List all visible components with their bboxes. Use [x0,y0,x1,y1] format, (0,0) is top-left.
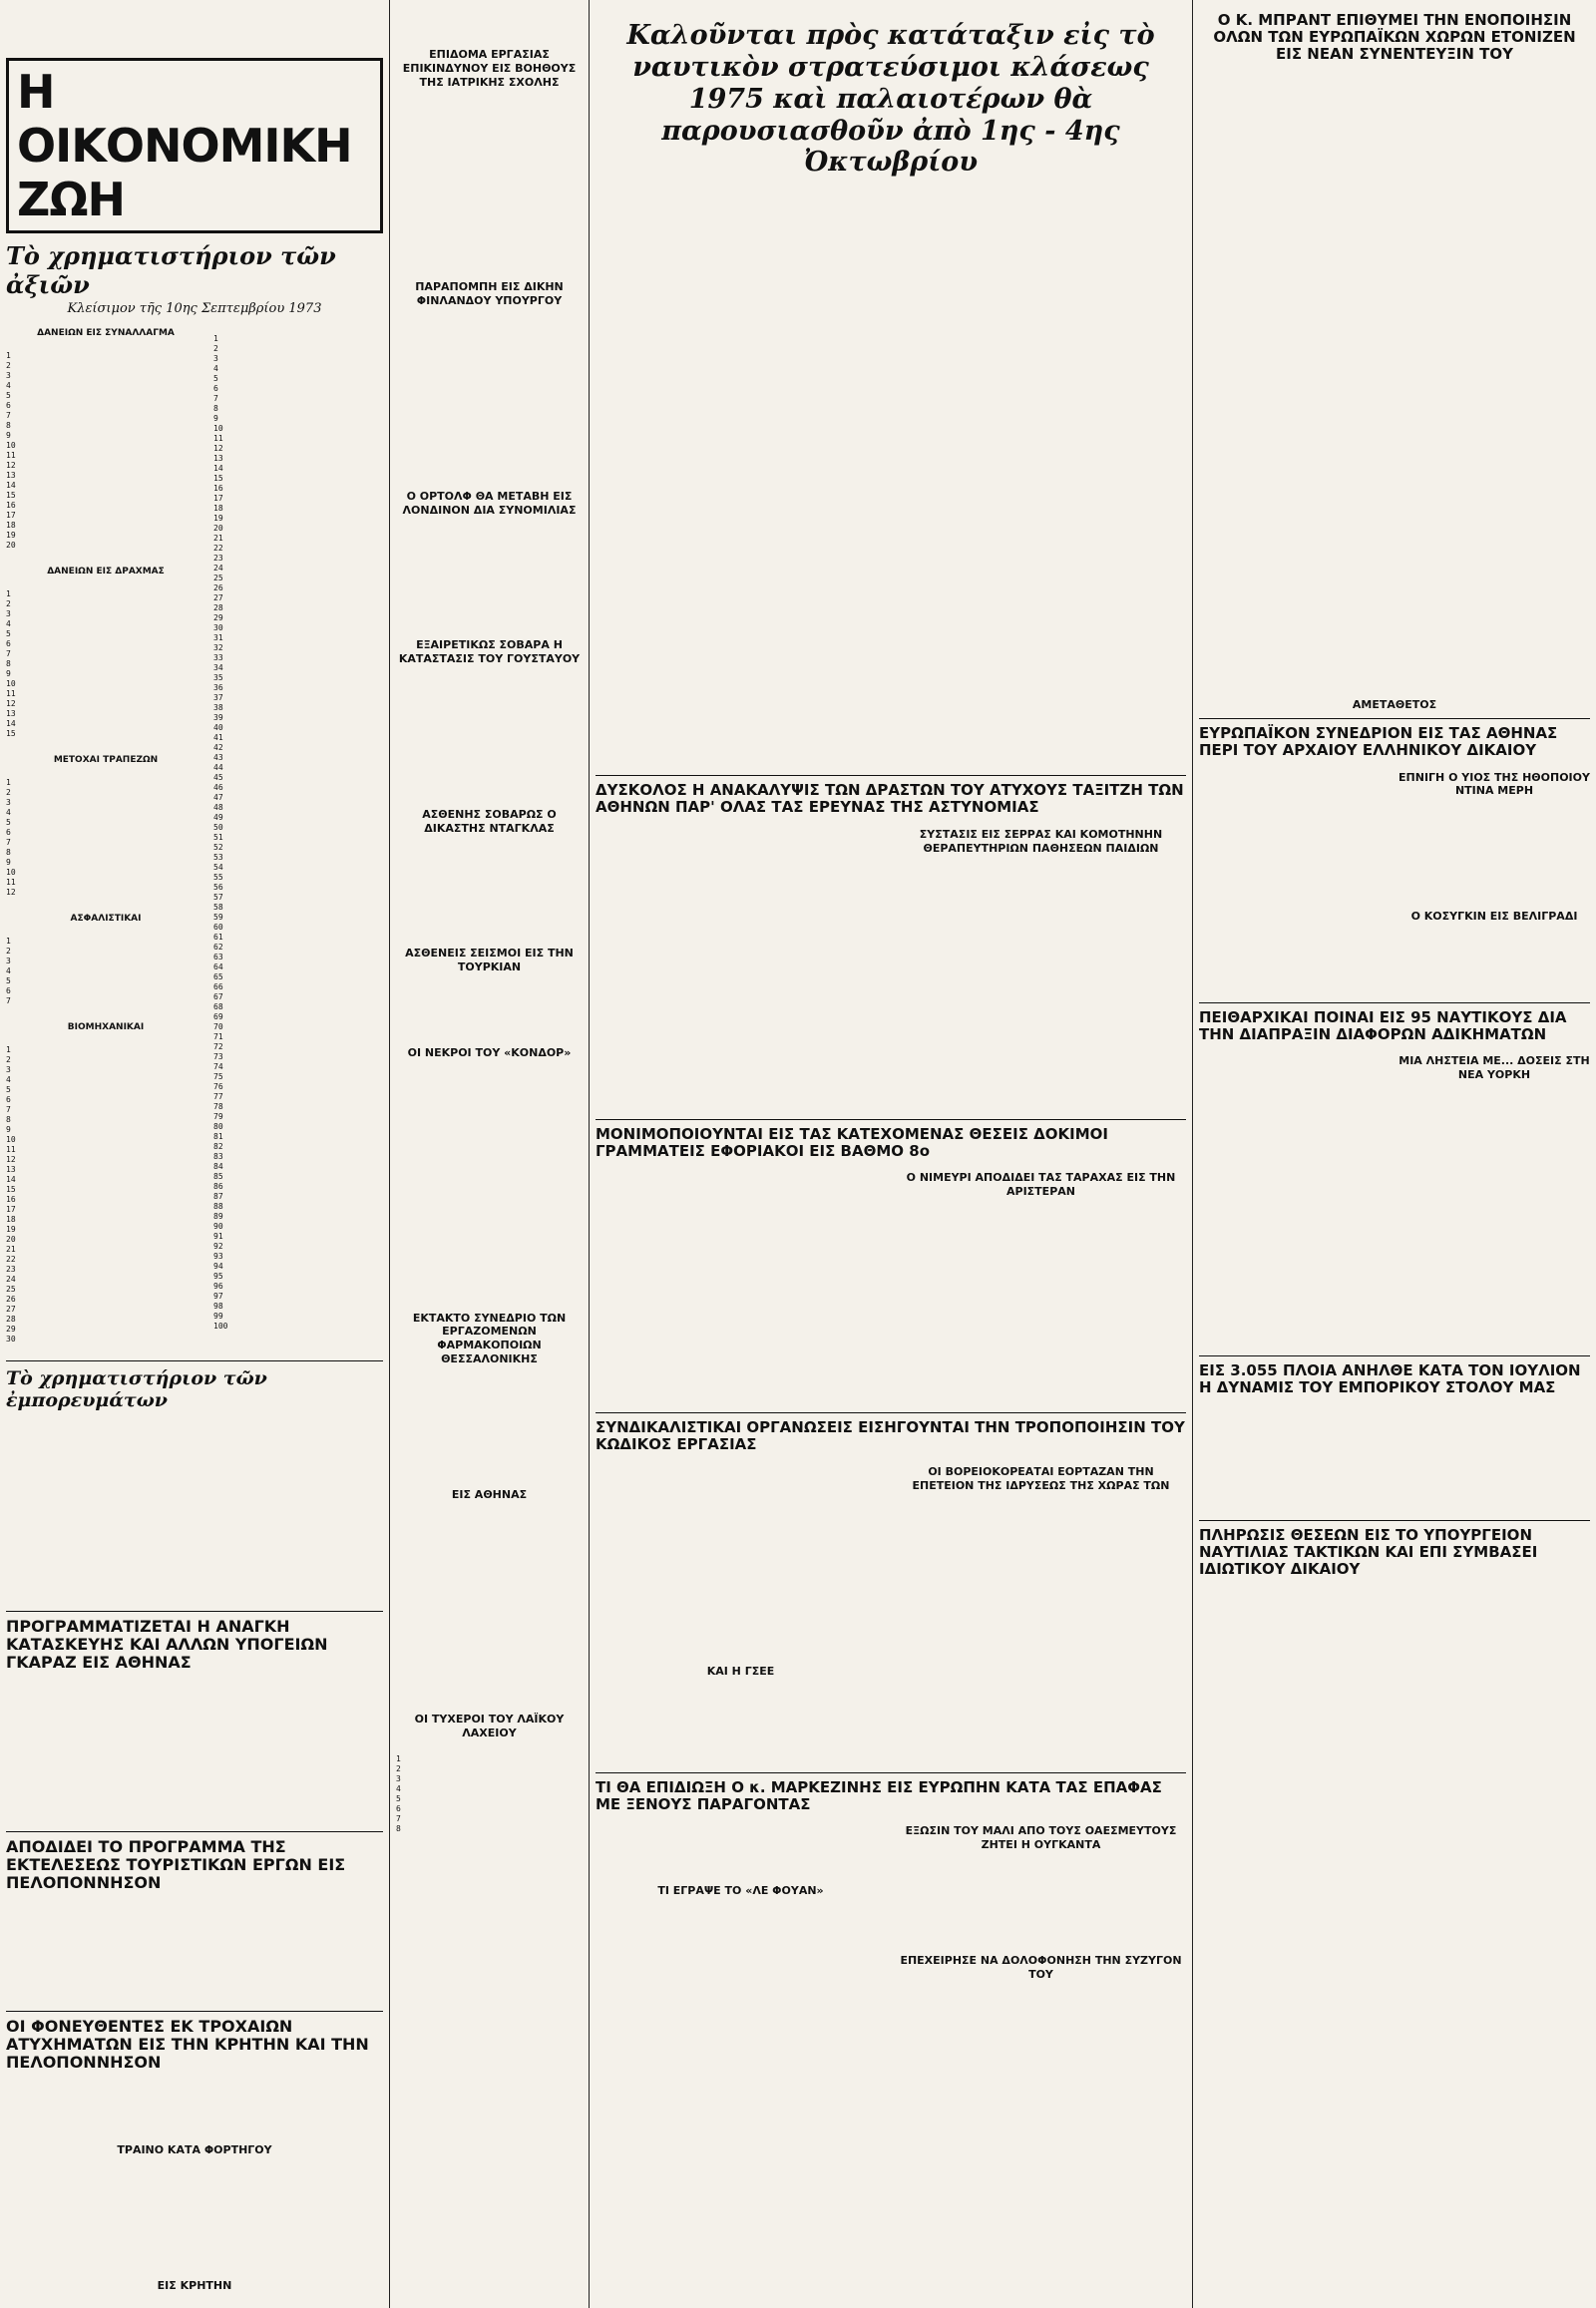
headline-gustav-condition: ΕΞΑΙΡΕΤΙΚΩΣ ΣΟΒΑΡΑ Η ΚΑΤΑΣΤΑΣΙΣ ΤΟΥ ΓΟΥΣΤΑΥΟΥ [398,638,581,665]
article-body [596,1902,886,2092]
column-economy [0,0,389,2308]
headline-judge-douglas: ΑΣΘΕΝΗΣ ΣΟΒΑΡΩΣ Ο ΔΙΚΑΣΤΗΣ ΝΤΑΓΚΛΑΣ [422,807,557,835]
headline-taxi-driver: ΔΥΣΚΟΛΟΣ Η ΑΝΑΚΑΛΥΨΙΣ ΤΩΝ ΔΡΑΣΤΩΝ ΤΟΥ ΑΤΥΧΟΥΣ ΤΑΞΙΤΖΗ ΤΩΝ ΑΘΗΝΩΝ ΠΑΡ' ΟΛΑΣ ΤΑΣ ΕΡΕΥΝΑΣ ΤΗΣ ΑΣΤΥΝΟΜΙΑΣ [596,781,1184,817]
lead-article-body [596,187,886,765]
article-body [6,2076,383,2135]
quote-table: 1 2 3 4 5 6 7 8 9 10 11 12 [6,778,16,897]
headline-traffic-deaths: ΟΙ ΦΟΝΕΥΘΕΝΤΕΣ ΕΚ ΤΡΟΧΑΙΩΝ ΑΤΥΧΗΜΑΤΩΝ ΕΙΣ ΤΗΝ ΚΡΗΤΗΝ ΚΑΙ ΤΗΝ ΠΕΛΟΠΟΝΝΗΣΟΝ [6,2017,369,2073]
quote-table: 1 2 3 4 5 6 7 8 9 10 11 12 13 14 15 16 17 18 19 20 [6,351,16,550]
headline-pharmacists-congress: ΕΚΤΑΚΤΟ ΣΥΝΕΔΡΙΟ ΤΩΝ ΕΡΓΑΖΟΜΕΝΩΝ ΦΑΡΜΑΚΟΠΟΙΩΝ ΘΕΣΣΑΛΟΝΙΚΗΣ [412,1311,567,1365]
article-body [6,2297,383,2308]
article-body [396,312,583,482]
headline-ny-robbery: ΜΙΑ ΛΗΣΤΕΙΑ ΜΕ... ΔΟΣΕΙΣ ΣΤΗ ΝΕΑ ΥΟΡΚΗ [1398,1054,1590,1082]
article-body [1398,68,1590,686]
section-label: ΔΑΝΕΙΩΝ ΕΙΣ ΣΥΝΑΛΛΑΓΜΑ [37,328,175,338]
section-label: ΜΕΤΟΧΑΙ ΤΡΑΠΕΖΩΝ [53,755,159,765]
headline-lottery-winners: ΟΙ ΤΥΧΕΡΟΙ ΤΟΥ ΛΑΪΚΟΥ ΛΑΧΕΙΟΥ [414,1713,565,1739]
article-body [1199,763,1391,992]
article-body [1398,1581,1590,1880]
headline-labour-code: ΣΥΝΔΙΚΑΛΙΣΤΙΚΑΙ ΟΡΓΑΝΩΣΕΙΣ ΕΙΣΗΓΟΥΝΤΑΙ ΤΗΝ ΤΡΟΠΟΠΟΙΗΣΙΝ ΤΟΥ ΚΩΔΙΚΟΣ ΕΡΓΑΣΙΑΣ [596,1418,1185,1454]
stock-exchange-subtitle: Κλείσιμον τῆς 10ης Σεπτεμβρίου 1973 [67,301,322,316]
article-body [596,1683,886,1762]
column-main [590,0,1192,2308]
section-label: ΑΣΦΑΛΙΣΤΙΚΑΙ [70,914,142,924]
article-body [396,1064,583,1304]
headline-tax-secretaries: ΜΟΝΙΜΟΠΟΙΟΥΝΤΑΙ ΕΙΣ ΤΑΣ ΚΑΤΕΧΟΜΕΝΑΣ ΘΕΣΕΙΣ ΔΟΚΙΜΟΙ ΓΡΑΜΜΑΤΕΙΣ ΕΦΟΡΙΑΚΟΙ ΕΙΣ ΒΑΘΜΟ 8ο [596,1124,1108,1160]
headline-turkey-quakes: ΑΣΘΕΝΕΙΣ ΣΕΙΣΜΟΙ ΕΙΣ ΤΗΝ ΤΟΥΡΚΙΑΝ [405,947,574,973]
quote-table: 1 2 3 4 5 6 7 8 9 10 11 12 13 14 15 [6,589,16,738]
headline-brandt-europe: Ο Κ. ΜΠΡΑΝΤ ΕΠΙΘΥΜΕΙ ΤΗΝ ΕΝΟΠΟΙΗΣΙΝ ΟΛΩΝ ΤΩΝ ΕΥΡΩΠΑΪΚΩΝ ΧΩΡΩΝ ΕΤΟΝΙΖΕΝ ΕΙΣ ΝΕΑΝ ΣΥΝΕΝΤΕΥΞΙΝ ΤΟΥ [1213,11,1576,63]
lead-headline: Καλοῦνται πρὸς κατάταξιν εἰς τὸ ναυτικὸν στρατεύσιμοι κλάσεως 1975 καὶ παλαιοτέρων θὰ παρουσιασθοῦν ἀπὸ 1ης - 4ης Ὀκτωβρίου [626,20,1155,179]
commodity-exchange-title: Τὸ χρηματιστήριον τῶν ἐμπορευμάτων [6,1367,267,1411]
headline-underground-garages: ΠΡΟΓΡΑΜΜΑΤΙΖΕΤΑΙ Η ΑΝΑΓΚΗ ΚΑΤΑΣΚΕΥΗΣ ΚΑΙ ΑΛΛΩΝ ΥΠΟΓΕΙΩΝ ΓΚΑΡΑΖ ΕΙΣ ΑΘΗΝΑΣ [6,1617,328,1672]
article-body [396,521,583,630]
section-label: ΔΑΝΕΙΩΝ ΕΙΣ ΔΡΑΧΜΑΣ [47,567,165,577]
lead-article-body [896,187,1186,765]
article-body [896,1497,1186,1736]
column-international [1193,0,1596,2308]
article-body [1199,1581,1391,1880]
stock-exchange-title: Τὸ χρηματιστήριον τῶν ἀξιῶν [6,241,336,299]
section-label: ΒΙΟΜΗΧΑΝΙΚΑΙ [67,1022,145,1032]
headline-actress-son: ΕΠΝΙΓΗ Ο ΥΙΟΣ ΤΗΣ ΗΘΟΠΟΙΟΥ ΝΤΙΝΑ ΜΕΡΗ [1398,770,1590,798]
headline-nimeiry: Ο ΝΙΜΕΥΡΙ ΑΠΟΔΙΔΕΙ ΤΑΣ ΤΑΡΑΧΑΣ ΕΙΣ ΤΗΝ ΑΡΙΣΤΕΡΑΝ [906,1171,1176,1199]
masthead-economic-life: Η ΟΙΚΟΝΟΜΙΚΗ ΖΩΗ [6,58,383,233]
article-body [596,1816,886,1876]
article-body [396,93,583,272]
quote-table: 1 2 3 4 5 6 7 8 9 10 11 12 13 14 15 16 17 18 19 20 21 22 23 24 25 26 27 28 29 30 [6,1045,16,1344]
subhead-gsee: ΚΑΙ Η ΓΣΕΕ [706,1665,775,1679]
headline-attempted-murder: ΕΠΕΧΕΙΡΗΣΕ ΝΑ ΔΟΛΟΦΟΝΗΣΗ ΤΗΝ ΣΥΖΥΓΟΝ ΤΟΥ [900,1953,1182,1981]
headline-finnish-minister: ΠΑΡΑΠΟΜΠΗ ΕΙΣ ΔΙΚΗΝ ΦΙΝΛΑΝΔΟΥ ΥΠΟΥΡΓΟΥ [415,280,564,307]
article-body [1398,928,1590,987]
quote-table: 1 2 3 4 5 6 7 8 9 10 11 12 13 14 15 16 17 18 19 20 21 22 23 24 25 26 27 28 29 30 31 32 33 34 35 36 37 38 39 40 41 42 43 44 45 46 47 48 49 50 51 52 53 54 55 56 57 58 59 60 61 62 63 64 65 66 67 68 69 70 71 72 73 74 75 76 77 78 79 80 81 82 83 84 85 86 87 88 89 90 91 92 93 94 95 96 97 98 99 100 [213,334,228,1331]
subhead-immovable: ΑΜΕΤΑΘΕΤΟΣ [1352,698,1437,712]
headline-markezinis-europe: ΤΙ ΘΑ ΕΠΙΔΙΩΞΗ Ο κ. ΜΑΡΚΕΖΙΝΗΣ ΕΙΣ ΕΥΡΩΠΗΝ ΚΑΤΑ ΤΑΣ ΕΠΑΦΑΣ ΜΕ ΞΕΝΟΥΣ ΠΑΡΑΓΟΝΤΑΣ [596,1777,1162,1813]
subhead-le-figaro: ΤΙ ΕΓΡΑΨΕ ΤΟ «ΛΕ ΦΟΥΑΝ» [657,1884,824,1898]
article-body [596,1457,886,1657]
article-body [1398,1086,1590,1336]
article-body [896,1985,1186,2134]
headline-hazard-allowance: ΕΠΙΔΟΜΑ ΕΡΓΑΣΙΑΣ ΕΠΙΚΙΝΔΥΝΟΥ ΕΙΣ ΒΟΗΘΟΥΣ ΤΗΣ ΙΑΤΡΙΚΗΣ ΣΧΟΛΗΣ [402,48,577,89]
article-body [596,820,886,1109]
headline-ancient-law-congress: ΕΥΡΩΠΑΪΚΟΝ ΣΥΝΕΔΡΙΟΝ ΕΙΣ ΤΑΣ ΑΘΗΝΑΣ ΠΕΡΙ ΤΟΥ ΑΡΧΑΙΟΥ ΕΛΛΗΝΙΚΟΥ ΔΙΚΑΙΟΥ [1199,724,1558,759]
article-body [396,978,583,1038]
article-body [396,670,583,800]
headline-tourist-works: ΑΠΟΔΙΔΕΙ ΤΟ ΠΡΟΓΡΑΜΜΑ ΤΗΣ ΕΚΤΕΛΕΣΕΩΣ ΤΟΥΡΙΣΤΙΚΩΝ ΕΡΓΩΝ ΕΙΣ ΠΕΛΟΠΟΝΝΗΣΟΝ [6,1836,346,1892]
lottery-table: 1 2 3 4 5 6 7 8 [396,1753,401,1833]
article-body [896,1203,1186,1392]
quote-table: 1 2 3 4 5 6 7 [6,937,11,1005]
headline-merchant-fleet: ΕΙΣ 3.055 ΠΛΟΙΑ ΑΝΗΛΘΕ ΚΑΤΑ ΤΟΝ ΙΟΥΛΙΟΝ Η ΔΥΝΑΜΙΣ ΤΟΥ ΕΜΠΟΡΙΚΟΥ ΣΤΟΛΟΥ ΜΑΣ [1199,1361,1581,1397]
article-body [896,859,1186,1088]
article-body [896,1856,1186,1946]
article-body [1199,1046,1391,1346]
article-body [6,2161,383,2271]
headline-train-truck: ΤΡΑΙΝΟ ΚΑΤΑ ΦΟΡΤΗΓΟΥ [117,2143,272,2157]
subhead-athens: ΕΙΣ ΑΘΗΝΑΣ [451,1487,528,1501]
article-body [1199,1400,1391,1510]
headline-condor-dead: ΟΙ ΝΕΚΡΟΙ ΤΟΥ «ΚΟΝΔΟΡ» [407,1045,572,1059]
headline-kosygin-belgrade: Ο ΚΟΣΥΓΚΙΝ ΕΙΣ ΒΕΛΙΓΡΑΔΙ [1410,910,1578,924]
article-body [396,1370,583,1480]
headline-north-koreans: ΟΙ ΒΟΡΕΙΟΚΟΡΕΑΤΑΙ ΕΟΡΤΑΖΑΝ ΤΗΝ ΕΠΕΤΕΙΟΝ ΤΗΣ ΙΔΡΥΣΕΩΣ ΤΗΣ ΧΩΡΑΣ ΤΩΝ [912,1465,1170,1492]
article-body [396,839,583,939]
article-body [1398,1400,1590,1510]
article-body [6,1895,383,2005]
headline-sailor-penalties: ΠΕΙΘΑΡΧΙΚΑΙ ΠΟΙΝΑΙ ΕΙΣ 95 ΝΑΥΤΙΚΟΥΣ ΔΙΑ ΤΗΝ ΔΙΑΠΡΑΞΙΝ ΔΙΑΦΟΡΩΝ ΑΔΙΚΗΜΑΤΩΝ [1199,1007,1567,1043]
subhead-crete: ΕΙΣ ΚΡΗΤΗΝ [157,2278,232,2292]
article-body [396,1505,583,1705]
headline-mali-expulsion: ΕΞΩΣΙΝ ΤΟΥ ΜΑΛΙ ΑΠΟ ΤΟΥΣ ΟΑΕΣΜΕΥΤΟΥΣ ΖΗΤΕΙ Η ΟΥΓΚΑΝΤΑ [905,1824,1177,1852]
article-body [6,1676,383,1825]
article-body [596,1163,886,1402]
headline-ortolf-london: Ο ΟΡΤΟΛΦ ΘΑ ΜΕΤΑΒΗ ΕΙΣ ΛΟΝΔΙΝΟΝ ΔΙΑ ΣΥΝΟΜΙΛΙΑΣ [402,489,577,517]
commodity-text [6,1415,383,1605]
headline-serres-clinics: ΣΥΣΤΑΣΙΣ ΕΙΣ ΣΕΡΡΑΣ ΚΑΙ ΚΟΜΟΤΗΝΗΝ ΘΕΡΑΠΕΥΤΗΡΙΩΝ ΠΑΘΗΣΕΩΝ ΠΑΙΔΙΩΝ [919,827,1163,855]
article-body [1199,68,1391,686]
article-body [1398,802,1590,902]
column-briefs [390,0,589,2308]
headline-shipping-ministry-posts: ΠΛΗΡΩΣΙΣ ΘΕΣΕΩΝ ΕΙΣ ΤΟ ΥΠΟΥΡΓΕΙΟΝ ΝΑΥΤΙΛΙΑΣ ΤΑΚΤΙΚΩΝ ΚΑΙ ΕΠΙ ΣΥΜΒΑΣΕΙ ΙΔΙΩΤΙΚΟΥ ΔΙΚΑΙΟΥ [1199,1525,1538,1578]
